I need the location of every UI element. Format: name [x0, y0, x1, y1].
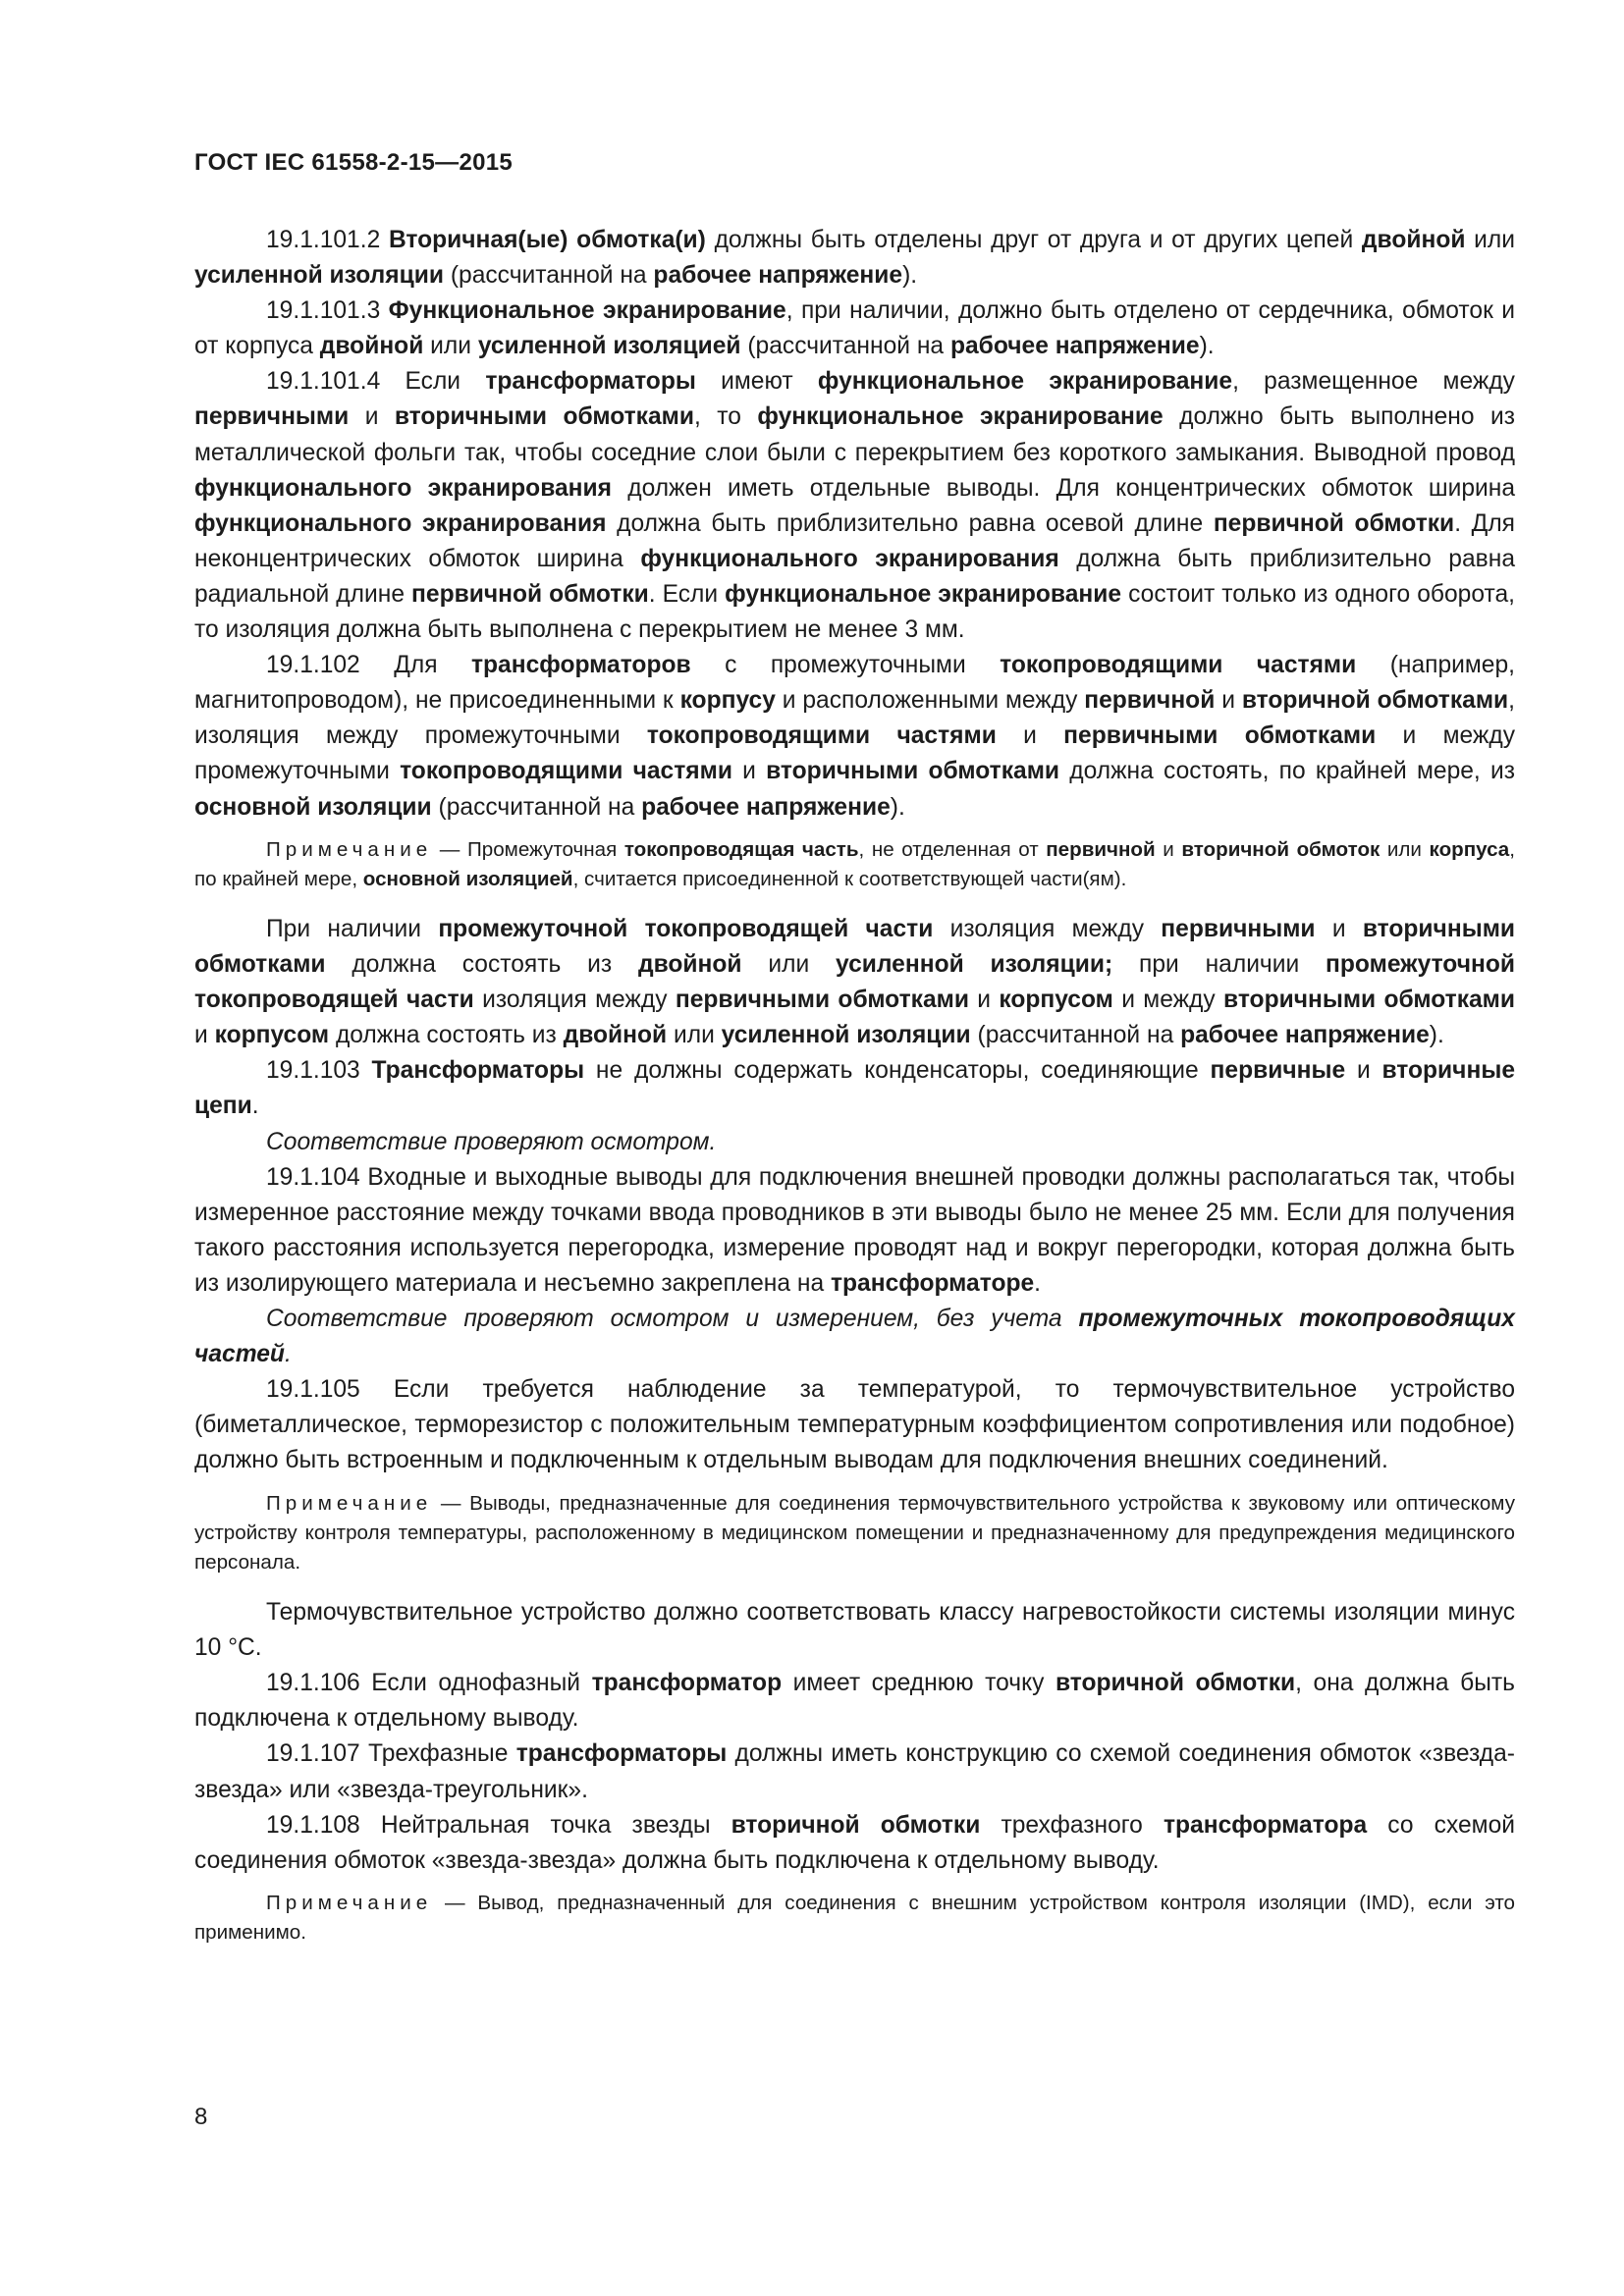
text-run: и — [1155, 837, 1182, 861]
bold-term: основной изоляцией — [362, 867, 573, 890]
bold-term: вторичной обмотки — [731, 1811, 981, 1839]
paragraph — [194, 912, 1515, 1053]
paragraph — [194, 294, 1515, 364]
paragraph — [194, 364, 1515, 648]
text-run: или — [1380, 837, 1430, 861]
bold-term: трансформатора — [1163, 1811, 1368, 1839]
text-run: 19.1.106 Если однофазный — [266, 1670, 592, 1697]
bold-term: функционального экранирования — [194, 509, 607, 537]
bold-term: двойной — [637, 951, 742, 979]
text-run: 19.1.105 Если требуется наблюдение за температурой, то термочувствительное устройство (биметаллическое, терморезистор с положительным температурным коэффициентом сопротивления или подобное) должно быть встроенным и подключенным к отдельным выводам для подключения внешних соединений. — [194, 1376, 1515, 1474]
paragraph — [194, 1666, 1515, 1736]
text-run: должна быть приблизительно равна радиальной длине — [194, 545, 1515, 608]
text-run: не должны содержать конденсаторы, соединяющие — [584, 1057, 1211, 1085]
text-run: (рассчитанной на — [431, 793, 642, 821]
text-run: со схемой соединения обмоток «звезда-звезда» должна быть подключена к отдельному выводу. — [194, 1811, 1515, 1874]
text-run: Соответствие проверяют осмотром и измерением, без учета — [266, 1306, 1079, 1333]
text-run: и — [349, 403, 395, 431]
text-run: , изоляция между промежуточными — [194, 687, 1515, 750]
text-run: или — [741, 951, 837, 979]
text-run: 19.1.108 Нейтральная точка звезды — [266, 1811, 731, 1839]
text-run: должна состоять, по крайней мере, из — [1059, 758, 1516, 785]
text-run: должна состоять из — [329, 1022, 564, 1049]
text-run: 19.1.102 Для — [266, 652, 471, 679]
text-run: 19.1.107 Трехфазные — [266, 1740, 516, 1768]
bold-term: функционального экранирования — [194, 474, 613, 502]
paragraph — [194, 1053, 1515, 1124]
bold-term: функциональное экранирование — [817, 368, 1233, 396]
text-run: должна состоять из — [325, 951, 638, 979]
bold-term: двойной — [563, 1022, 668, 1049]
text-run: , то — [693, 403, 758, 431]
text-run: Соответствие проверяют осмотром. — [266, 1128, 717, 1155]
paragraph — [194, 1736, 1515, 1807]
text-run: должны иметь конструкцию со схемой соединения обмоток «звезда-звезда» или «звезда-треугольник». — [194, 1740, 1516, 1803]
note-paragraph — [194, 835, 1515, 894]
note-label: Примечание — [266, 837, 433, 861]
bold-term: усиленной изоляции — [194, 262, 444, 290]
text-run: Термочувствительное устройство должно соответствовать классу нагревостойкости системы изоляции минус 10 °С. — [194, 1599, 1515, 1662]
text-run: 19.1.101.4 Если — [266, 368, 486, 396]
paragraph — [194, 648, 1515, 825]
note-paragraph — [194, 1889, 1515, 1948]
note-label: Примечание — [266, 1491, 433, 1515]
bold-term: вторичными обмотками — [394, 403, 694, 431]
text-run: . Если — [648, 580, 726, 608]
bold-term: Функциональное экранирование — [388, 297, 786, 325]
text-run: ). — [902, 262, 918, 290]
text-run: должен иметь отдельные выводы. Для концентрических обмоток ширина — [612, 474, 1516, 502]
bold-term: рабочее напряжение — [949, 333, 1200, 360]
bold-term: рабочее напряжение — [641, 793, 891, 821]
text-run: ). — [1199, 333, 1215, 360]
bold-term: первичной — [1084, 687, 1216, 715]
text-run: должны быть отделены друг от друга и от других цепей — [705, 227, 1362, 253]
bold-term: вторичной обмотками — [1241, 687, 1509, 715]
paragraph — [194, 1595, 1515, 1666]
text-run: 19.1.101.3 — [266, 297, 389, 325]
text-run: ). — [890, 793, 905, 821]
text-run: и между — [1112, 987, 1224, 1014]
bold-term: двойной — [319, 333, 424, 360]
text-run: — Вывод, предназначенный для соединения с внешним устройством контроля изоляции (IMD), если это применимо. — [194, 1891, 1515, 1945]
bold-term: корпуса — [1429, 837, 1510, 861]
text-run: и расположенными между — [775, 687, 1085, 715]
bold-term: промежуточной токопроводящей части — [194, 951, 1515, 1014]
bold-term: вторичными обмотками — [766, 758, 1060, 785]
text-run: изоляция между — [933, 916, 1162, 942]
text-run: . — [1034, 1269, 1042, 1297]
bold-term: токопроводящими частями — [400, 758, 732, 785]
text-run: и — [194, 1022, 215, 1049]
bold-term: первичной — [1046, 837, 1156, 861]
paragraph — [194, 1808, 1515, 1879]
bold-term: вторичными обмотками — [1223, 987, 1515, 1014]
bold-term: усиленной изоляции — [721, 1022, 971, 1049]
text-run: и — [1345, 1057, 1382, 1085]
bold-term: первичной обмотки — [1213, 509, 1455, 537]
paragraph — [194, 1125, 1515, 1160]
note-paragraph — [194, 1489, 1515, 1578]
bold-term: вторичной обмоток — [1181, 837, 1380, 861]
text-run: (рассчитанной на — [740, 333, 950, 360]
paragraph — [194, 223, 1515, 294]
bold-term: первичными — [194, 403, 350, 431]
paragraph — [194, 1372, 1515, 1478]
bold-term: функционального экранирования — [640, 545, 1059, 572]
bold-term: усиленной изоляцией — [477, 333, 741, 360]
bold-term: первичными обмотками — [675, 987, 969, 1014]
text-run: изоляция между — [473, 987, 676, 1014]
paragraph — [194, 1302, 1515, 1372]
bold-term: токопроводящая часть — [623, 837, 859, 861]
text-run: , она должна быть подключена к отдельному выводу. — [194, 1670, 1515, 1733]
text-run: 19.1.101.2 — [266, 227, 389, 253]
bold-term: Вторичная(ые) обмотка(и) — [388, 227, 706, 253]
document-body — [194, 223, 1515, 1965]
text-run: имеет среднюю точку — [782, 1670, 1056, 1697]
text-run: — Промежуточная — [432, 837, 624, 861]
text-run: 19.1.104 Входные и выходные выводы для подключения внешней проводки должны располагаться так, чтобы измеренное расстояние между точками ввода проводников в эти выводы было не менее 25 мм. Если для получения такого расстояния используется перегородка, измерение проводят над и вокруг перегородки, которая должна быть из изолирующего материала и несъемно закреплена на — [194, 1163, 1515, 1297]
text-run: состоит только из одного оборота, то изоляция должна быть выполнена с перекрытием не менее 3 мм. — [194, 580, 1515, 644]
text-run: или — [423, 333, 478, 360]
text-run: трехфазного — [980, 1811, 1164, 1839]
text-run: . Для неконцентрических обмоток ширина — [194, 509, 1516, 572]
text-run: — Выводы, предназначенные для соединения термочувствительного устройства к звуковому или оптическому устройству контроля температуры, расположенному в медицинском помещении и предназначенному для предупреждения медицинского персонала. — [194, 1491, 1515, 1574]
bold-term: вторичные цепи — [194, 1057, 1515, 1120]
bold-term: первичными обмотками — [1063, 722, 1377, 750]
note-label: Примечание — [266, 1891, 433, 1914]
bold-term: трансформаторы — [485, 368, 696, 396]
bold-term: двойной — [1361, 227, 1466, 253]
text-run: (например, магнитопроводом), не присоединенными к — [194, 652, 1515, 715]
bold-term: корпусу — [679, 687, 776, 715]
bold-term: рабочее напряжение — [653, 262, 903, 290]
text-run: , считается присоединенной к соответствующей части(ям). — [572, 867, 1127, 890]
bold-term: промежуточной токопроводящей части — [438, 916, 934, 942]
text-run: и — [1315, 916, 1363, 942]
text-run: ). — [1429, 1022, 1444, 1049]
text-run: . — [284, 1341, 292, 1368]
text-run: имеют — [695, 368, 818, 396]
bold-term: корпусом — [999, 987, 1113, 1014]
paragraph — [194, 1160, 1515, 1302]
text-run: при наличии — [1112, 951, 1326, 979]
text-run: , не отделенная от — [858, 837, 1047, 861]
bold-term: функциональное экранирование — [757, 403, 1164, 431]
bold-term: трансформатор — [591, 1670, 783, 1697]
text-run: , при наличии, должно быть отделено от сердечника, обмоток и от корпуса — [194, 297, 1515, 360]
bold-term: рабочее напряжение — [1180, 1022, 1430, 1049]
bold-term: первичными — [1161, 916, 1316, 942]
bold-term: токопроводящими частями — [1000, 652, 1357, 679]
page-number: 8 — [194, 2104, 208, 2130]
bold-term: промежуточных токопроводящих частей — [194, 1306, 1515, 1368]
text-run: или — [1465, 227, 1515, 253]
text-run: или — [667, 1022, 722, 1049]
text-run: и — [996, 722, 1064, 750]
text-run: , по крайней мере, — [194, 837, 1515, 890]
page-header: ГОСТ IEC 61558-2-15—2015 — [194, 149, 514, 176]
text-run: и между промежуточными — [194, 722, 1515, 785]
bold-term: трансформаторы — [515, 1740, 728, 1768]
text-run: При наличии — [266, 916, 439, 942]
bold-term: трансформаторов — [470, 652, 691, 679]
bold-term: токопроводящими частями — [646, 722, 997, 750]
bold-term: функциональное экранирование — [725, 580, 1122, 608]
bold-term: основной изоляции — [194, 793, 432, 821]
bold-term: корпусом — [214, 1022, 330, 1049]
text-run: должно быть выполнено из металлической фольги так, чтобы соседние слои были с перекрытием без короткого замыкания. Выводной провод — [194, 403, 1515, 466]
bold-term: вторичными обмотками — [194, 916, 1516, 979]
bold-term: усиленной изоляции; — [836, 951, 1113, 979]
text-run: с промежуточными — [690, 652, 1001, 679]
text-run: (рассчитанной на — [970, 1022, 1181, 1049]
text-run: должна быть приблизительно равна осевой длине — [606, 509, 1214, 537]
bold-term: вторичной обмотки — [1055, 1670, 1296, 1697]
text-run: . — [251, 1093, 259, 1120]
bold-term: первичной обмотки — [411, 580, 649, 608]
text-run: , размещенное между — [1232, 368, 1515, 396]
bold-term: первичные — [1210, 1057, 1346, 1085]
text-run: и — [968, 987, 1000, 1014]
text-run: и — [731, 758, 767, 785]
bold-term: Трансформаторы — [371, 1057, 585, 1085]
text-run: и — [1215, 687, 1242, 715]
bold-term: трансформаторе — [830, 1269, 1035, 1297]
text-run: 19.1.103 — [266, 1057, 372, 1085]
text-run: (рассчитанной на — [444, 262, 654, 290]
